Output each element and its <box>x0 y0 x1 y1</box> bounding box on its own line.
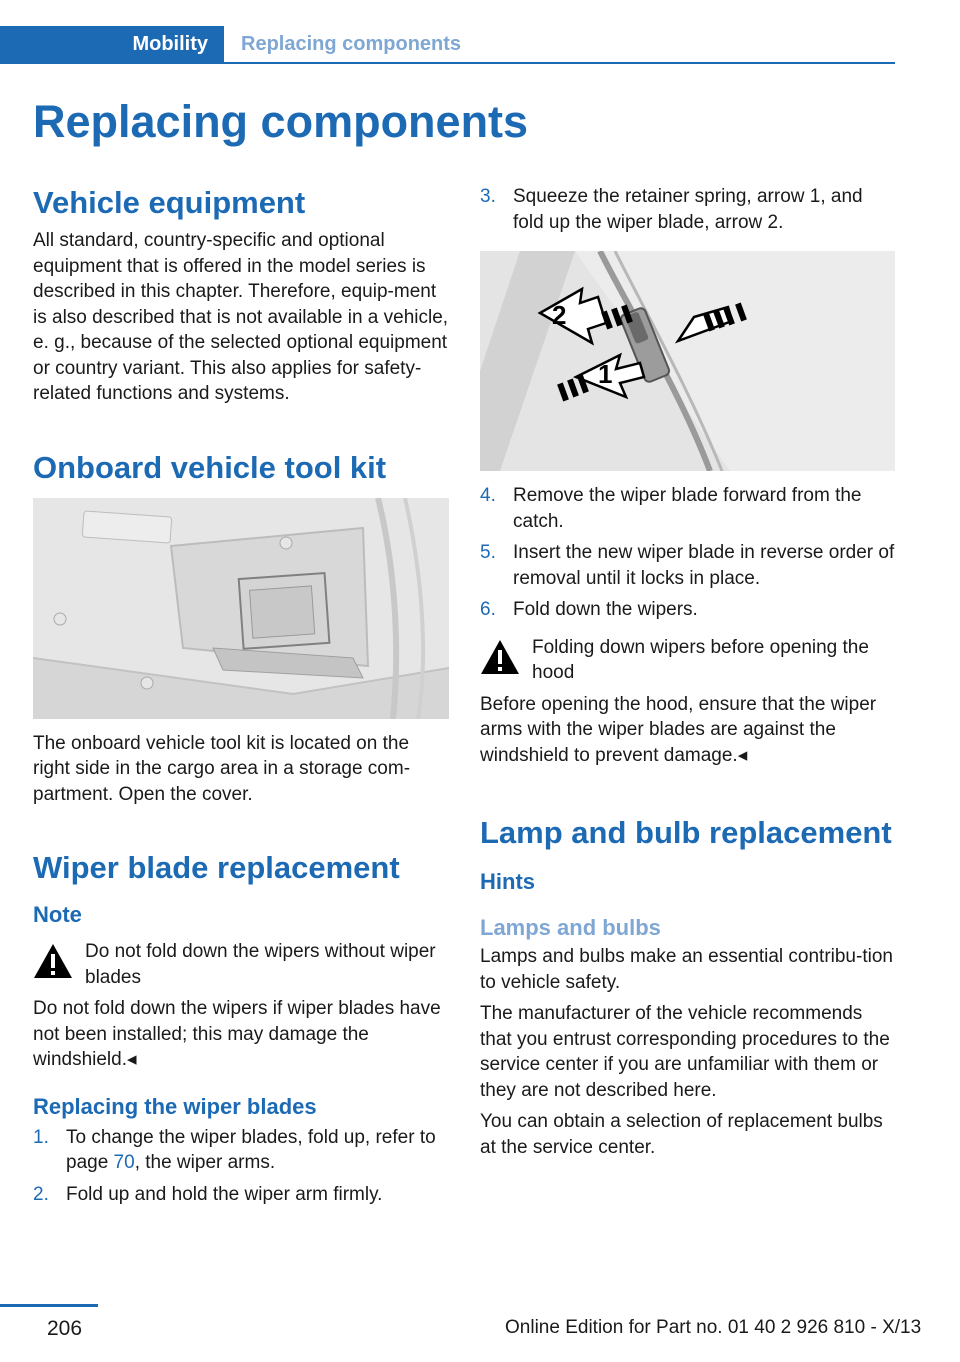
lamp-heading: Lamp and bulb replacement <box>480 815 892 850</box>
vehicle-equipment-text: All standard, country-specific and optional equipment that is offered in the model series is described in this chapter. Therefore, equip-ment is also described that is not available in a vehicle, e. g., because of the selected optional equipment or country variant. This also applies for safety-related functions and systems. <box>33 230 449 404</box>
wiper-blade-illustration <box>480 251 895 471</box>
replacing-wiper-heading: Replacing the wiper blades <box>33 1093 317 1119</box>
wiper-steps-right-a <box>480 184 896 235</box>
wiper-warning <box>33 939 449 990</box>
list-item <box>480 540 896 591</box>
list-item <box>480 483 896 534</box>
lamps-bulbs-heading: Lamps and bulbs <box>480 915 661 940</box>
hints-heading: Hints <box>480 869 535 894</box>
hood-warning-text: Before opening the hood, ensure that the wiper arms with the wiper blades are against the windshield to prevent damage.◂ <box>480 693 877 766</box>
page-title: Replacing components <box>33 96 529 147</box>
step-number: 1. <box>33 1126 49 1148</box>
lamp-para-1: Lamps and bulbs make an essential contribu-tion to vehicle safety. <box>480 946 893 993</box>
step-number: 5. <box>480 542 496 563</box>
hood-warning <box>480 635 896 686</box>
right-column <box>480 184 896 1160</box>
hood-warning-title: Folding down wipers before opening the hood <box>532 636 869 683</box>
tool-kit-illustration <box>33 498 449 719</box>
wiper-steps-right-b <box>480 483 896 623</box>
page-link[interactable]: 70 <box>113 1152 135 1173</box>
step-text: Fold up and hold the wiper arm firmly. <box>66 1183 383 1205</box>
step-text: Remove the wiper blade forward from the catch. <box>513 485 862 532</box>
vehicle-equipment-heading: Vehicle equipment <box>33 185 306 220</box>
list-item <box>480 597 896 623</box>
warning-icon <box>33 943 73 979</box>
wiper-warning-title: Do not fold down the wipers without wiper blades <box>85 941 436 988</box>
tool-kit-text: The onboard vehicle tool kit is located on the right side in the cargo area in a storage com-partment. Open the cover. <box>33 732 411 805</box>
footer-divider <box>0 1304 98 1307</box>
step-text: Squeeze the retainer spring, arrow 1, and fold up the wiper blade, arrow 2. <box>513 186 863 233</box>
step-text: Fold down the wipers. <box>513 599 698 620</box>
arrow-2-label: 2 <box>552 300 567 330</box>
step-text: To change the wiper blades, fold up, refer to page <box>66 1126 436 1173</box>
wiper-steps-left <box>33 1125 449 1208</box>
step-number: 6. <box>480 599 496 620</box>
wiper-heading: Wiper blade replacement <box>33 850 400 885</box>
wiper-note-heading: Note <box>33 902 82 927</box>
tool-kit-heading: Onboard vehicle tool kit <box>33 449 387 485</box>
arrow-1-label: 1 <box>598 359 613 389</box>
step-text: , the wiper arms. <box>134 1152 276 1173</box>
lamp-para-3: You can obtain a selection of replacement bulbs at the service center. <box>480 1111 883 1158</box>
chapter-tab[interactable]: Mobility <box>0 26 224 62</box>
header-bar <box>0 26 895 64</box>
lamp-para-2: The manufacturer of the vehicle recommends that you entrust corresponding procedures to the service center if you are unfamiliar with them or they are not described here. <box>480 1003 890 1101</box>
list-item <box>33 1125 449 1176</box>
step-number: 3. <box>480 186 496 207</box>
list-item <box>480 184 896 235</box>
wiper-warning-text: Do not fold down the wipers if wiper blades have not been installed; this may damage the windshield.◂ <box>33 998 441 1070</box>
step-number: 4. <box>480 485 496 506</box>
step-text: Insert the new wiper blade in reverse order of removal until it locks in place. <box>513 542 895 589</box>
page-number: 206 <box>47 1317 83 1340</box>
watermark: carmanualsonline.info <box>686 1333 930 1358</box>
left-column <box>33 184 449 1207</box>
list-item <box>33 1182 449 1208</box>
warning-icon <box>480 639 520 675</box>
step-number: 2. <box>33 1183 49 1205</box>
section-tab[interactable]: Replacing components <box>241 33 462 55</box>
edition-text: Online Edition for Part no. 01 40 2 926 810 - X/13 <box>505 1317 922 1338</box>
